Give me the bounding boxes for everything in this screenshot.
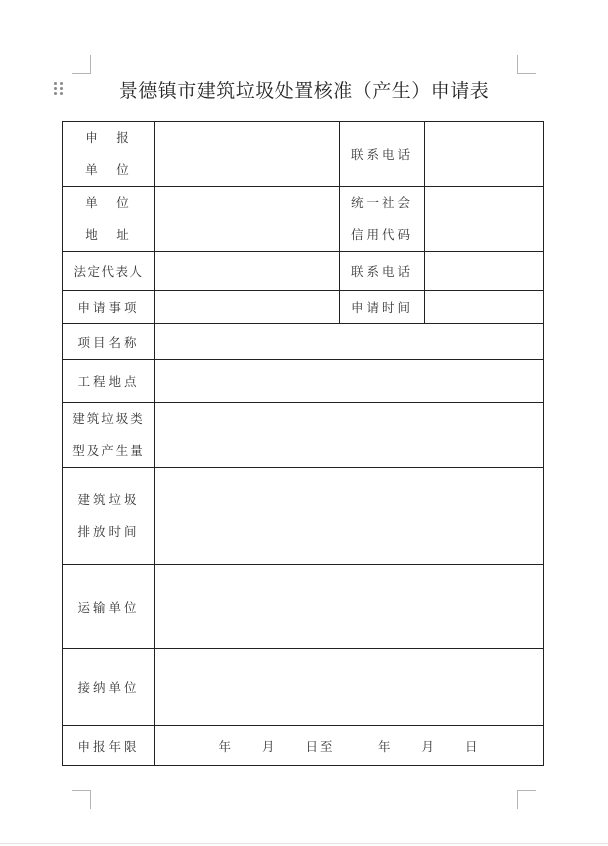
table-row [63, 726, 544, 766]
transport-unit-label: 运输单位 [63, 565, 155, 649]
apply-time-label: 申请时间 [340, 291, 425, 324]
applicant-field[interactable] [155, 122, 340, 187]
transport-unit-field[interactable] [155, 565, 544, 649]
credit-code-label-line2: 信用代码 [350, 227, 413, 242]
page-edge-divider [0, 843, 608, 844]
legal-rep-field[interactable] [155, 252, 340, 291]
discharge-time-label-line1: 建筑垃圾 [77, 492, 140, 507]
table-row [63, 324, 544, 360]
site-label: 工程地点 [63, 360, 155, 403]
phone-field-1[interactable] [425, 122, 544, 187]
receiving-unit-label: 接纳单位 [63, 649, 155, 726]
applicant-label [63, 122, 155, 187]
legal-rep-label: 法定代表人 [63, 252, 155, 291]
phone-field-2[interactable] [425, 252, 544, 291]
crop-mark-top-right [517, 55, 536, 74]
waste-type-field[interactable] [155, 403, 544, 468]
crop-mark-top-left [72, 55, 91, 74]
page-title: 景德镇市建筑垃圾处置核准（产生）申请表 [118, 80, 490, 102]
receiving-unit-field[interactable] [155, 649, 544, 726]
address-label-line2: 地 址 [85, 227, 132, 242]
address-label-line1: 单 位 [85, 195, 132, 210]
address-label [63, 187, 155, 252]
site-field[interactable] [155, 360, 544, 403]
credit-code-label-line1: 统一社会 [350, 195, 413, 210]
discharge-time-field[interactable] [155, 468, 544, 565]
credit-code-field[interactable] [425, 187, 544, 252]
address-field[interactable] [155, 187, 340, 252]
crop-mark-bottom-right [517, 790, 536, 809]
table-row [63, 468, 544, 565]
waste-type-label-line2: 型及产生量 [72, 443, 145, 458]
crop-mark-bottom-left [72, 790, 91, 809]
phone-label-1: 联系电话 [340, 122, 425, 187]
period-label: 申报年限 [63, 726, 155, 766]
table-row [63, 122, 544, 187]
table-row [63, 252, 544, 291]
apply-item-field[interactable] [155, 291, 340, 324]
project-name-field[interactable] [155, 324, 544, 360]
waste-type-label-line1: 建筑垃圾类 [72, 411, 145, 426]
table-row [63, 187, 544, 252]
project-name-label: 项目名称 [63, 324, 155, 360]
period-field[interactable]: 年 月 日至 年 月 日 [155, 726, 544, 766]
table-row [63, 360, 544, 403]
apply-item-label: 申请事项 [63, 291, 155, 324]
table-row [63, 403, 544, 468]
application-form-table [62, 121, 544, 766]
discharge-time-label-line2: 排放时间 [77, 524, 140, 539]
waste-type-label [63, 403, 155, 468]
table-row [63, 565, 544, 649]
apply-time-field[interactable] [425, 291, 544, 324]
table-row [63, 291, 544, 324]
phone-label-2: 联系电话 [340, 252, 425, 291]
applicant-label-line1: 申 报 [85, 130, 132, 145]
table-row [63, 649, 544, 726]
credit-code-label [340, 187, 425, 252]
applicant-label-line2: 单 位 [85, 162, 132, 177]
discharge-time-label [63, 468, 155, 565]
